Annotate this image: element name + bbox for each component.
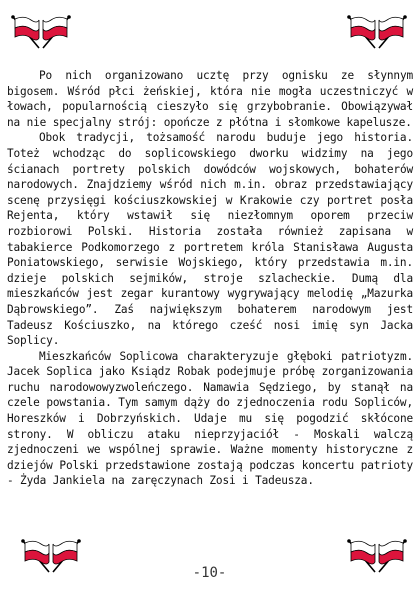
crossed-polish-flags-icon (344, 14, 410, 50)
paragraph: Po nich organizowano ucztę przy ognisku ze słynnym bigosem. Wśród płci żeńskiej, która nie mogła uczestniczyć w łowach, popularnością cieszyło się grzybobranie. Obowiązywał na nie specjalny strój: opończe z płótna i słomkowe kapelusze. (7, 69, 413, 129)
page-number: -10- (192, 565, 227, 581)
crossed-polish-flags-icon (8, 14, 74, 50)
body-text (7, 68, 413, 489)
paragraph: Obok tradycji, tożsamość narodu buduje jego historia. Toteż wchodząc do soplicowskiego dworku widzimy na jego ścianach portrety polskich dowódców wojskowych, bohaterów narodowych. Znajdziemy wśród nich m.in. obraz przedstawiający scenę przysięgi kościuszkowskiej w Krakowie czy portret posła Rejenta, który wstawił się niezłomnym oporem przeciw rozbiorowi Polski. Historia została również zapisana w tabakierce Podkomorzego z portretem króla Stanisława Augusta Poniatowskiego, serwisie Wojskiego, który przedstawia m.in. dzieje polskich sejmików, stroje szlacheckie. Dumą dla mieszkańców jest zegar kurantowy wygrywający melodię „Mazurka Dąbrowskiego”. Zaś największym bohaterem narodowym jest Tadeusz Kościuszko, na którego cześć nosi imię syn Jacka Soplicy. (7, 131, 413, 348)
paragraph: Mieszkańców Soplicowa charakteryzuje głęboki patriotyzm. Jacek Soplica jako Ksiądz Robak podejmuje próbę zorganizowania ruchu narodowowyzwoleńczego. Namawia Sędziego, by stanął na czele powstania. Tym samym dąży do zjednoczenia rodu Sopliców, Horeszków i Dobrzyńskich. Udaje mu się pogodzić skłócone strony. W obliczu ataku nieprzyjaciół - Moskali walczą zjednoczeni we wspólnej sprawie. Ważne momenty historyczne z dziejów Polski przedstawione zostają podczas koncertu patrioty - Żyda Jankiela na zaręczynach Zosi i Tadeusza. (7, 349, 413, 488)
